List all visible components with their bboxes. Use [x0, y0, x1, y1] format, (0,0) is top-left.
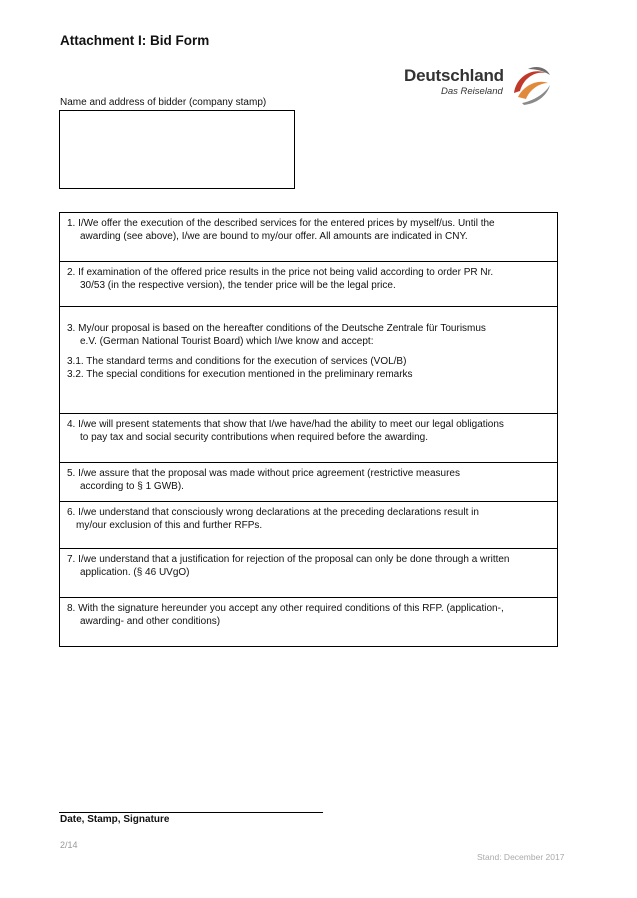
item-text: according to § 1 GWB).	[80, 481, 184, 492]
condition-item-7	[60, 549, 557, 598]
item-text: to pay tax and social security contributions when required before the awarding.	[80, 432, 428, 443]
item-text: 8. With the signature hereunder you accept any other required conditions of this RFP. (application-,	[67, 603, 504, 614]
signature-label: Date, Stamp, Signature	[60, 814, 170, 825]
item-text: 2. If examination of the offered price results in the price not being valid according to order PR Nr.	[67, 267, 494, 278]
item-text: awarding- and other conditions)	[80, 616, 221, 627]
logo-tagline: Das Reiseland	[441, 86, 503, 97]
item-text: 4. I/we will present statements that show that I/we have/had the ability to meet our legal obligations	[67, 419, 504, 430]
item-text: 5. I/we assure that the proposal was made without price agreement (restrictive measures	[67, 468, 460, 479]
item-text: my/our exclusion of this and further RFPs.	[76, 520, 263, 531]
condition-item-3	[60, 307, 557, 414]
item-text: 1. I/We offer the execution of the described services for the entered prices by myself/us. Until the	[67, 218, 495, 229]
condition-item-1	[60, 213, 557, 262]
logo-wordmark: Deutschland	[404, 66, 504, 85]
condition-item-2	[60, 262, 557, 307]
deutschland-logo	[404, 63, 554, 108]
condition-item-4	[60, 414, 557, 463]
condition-item-8	[60, 598, 557, 647]
item-text: 6. I/we understand that consciously wrong declarations at the preceding declarations result in	[67, 507, 479, 518]
company-stamp-box[interactable]	[59, 110, 295, 189]
sub-item-text: 3.1. The standard terms and conditions for the execution of services (VOL/B)	[67, 356, 407, 367]
item-text: 7. I/we understand that a justification for rejection of the proposal can only be done through a written	[67, 554, 510, 565]
swoosh-icon	[508, 63, 552, 107]
page-number: 2/14	[60, 840, 78, 850]
item-text: e.V. (German National Tourist Board) which I/we know and accept:	[80, 336, 374, 347]
bidder-label: Name and address of bidder (company stamp)	[60, 97, 267, 108]
document-date: Stand: December 2017	[477, 852, 565, 862]
conditions-table	[59, 212, 558, 647]
sub-item-text: 3.2. The special conditions for execution mentioned in the preliminary remarks	[67, 369, 413, 380]
condition-item-5	[60, 463, 557, 502]
item-text: awarding (see above), I/we are bound to my/our offer. All amounts are indicated in CNY.	[80, 231, 468, 242]
item-text: application. (§ 46 UVgO)	[80, 567, 190, 578]
condition-item-6	[60, 502, 557, 549]
page-title: Attachment I: Bid Form	[60, 33, 210, 48]
item-text: 3. My/our proposal is based on the hereafter conditions of the Deutsche Zentrale für Tourismus	[67, 323, 486, 334]
signature-line[interactable]	[59, 812, 323, 813]
item-text: 30/53 (in the respective version), the tender price will be the legal price.	[80, 280, 396, 291]
